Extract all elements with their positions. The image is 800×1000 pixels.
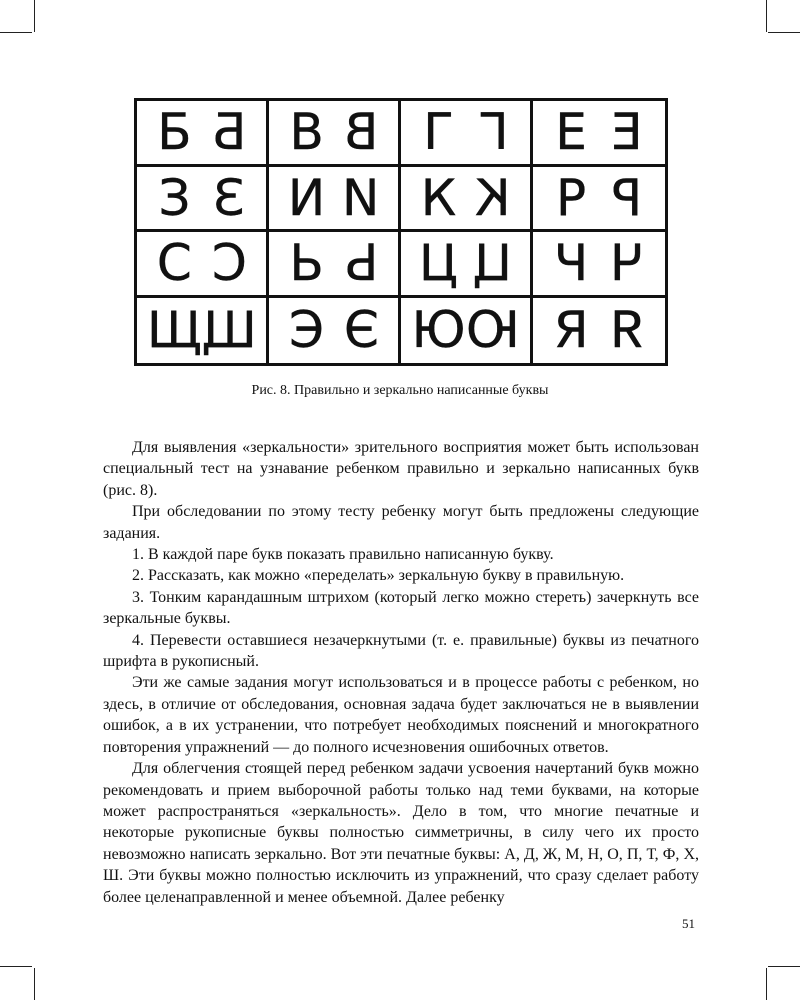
correct-letter: Щ [147, 301, 202, 360]
mirrored-letter: И [342, 168, 380, 227]
letter-pair-cell [269, 298, 401, 364]
letter-pair-cell [401, 101, 533, 167]
paragraph: Эти же самые задания могут использоваться и в процессе работы с ребенком, но здесь, в отличие от обследования, основная задача будет заключаться не в выявлении ошибок, а в их устранении, что потребует необходимых пояснений и многократного повторения упражнений — до полного исчезновения ошибочных ответов. [103, 674, 699, 756]
mirrored-letter: Е [611, 103, 643, 162]
mirrored-letter: Ь [343, 234, 379, 293]
mirrored-letter: С [211, 234, 247, 293]
correct-letter: Ц [419, 234, 458, 293]
mirrored-letter: Э [343, 301, 379, 360]
letter-pair-cell [269, 167, 401, 233]
correct-letter: Е [555, 103, 587, 162]
paragraph: 3. Тонким карандашным штрихом (который легко можно стереть) зачеркнуть все зеркальные буквы. [103, 588, 699, 628]
letter-pair-cell [401, 232, 533, 298]
letter-pair-cell [137, 167, 269, 233]
letter-pair-cell [401, 298, 533, 364]
paragraph: 1. В каждой паре букв показать правильно написанную букву. [132, 546, 554, 564]
correct-letter: В [289, 103, 324, 162]
letter-pair-cell [269, 101, 401, 167]
correct-letter: И [287, 168, 326, 227]
correct-letter: Э [289, 301, 325, 360]
paragraph: 2. Рассказать, как можно «переделать» зеркальную букву в правильную. [132, 567, 625, 585]
crop-mark-top-left [34, 0, 35, 32]
crop-mark-right-bottom [768, 966, 800, 967]
crop-mark-right-top [768, 32, 800, 33]
paragraph: Для облегчения стоящей перед ребенком задачи усвоения начертаний букв можно рекомендовать и прием выборочной работы только над теми буквами, на которые может распространяться «зеркальность». Дело в том, что многие печатные и некоторые рукописные буквы полностью симметричны, в силу чего их просто невозможно написать зеркально. Вот эти печатные буквы: А, Д, Ж, М, Н, О, П, Т, Ф, Х, Ш. Эти буквы можно полностью исключить из упражнений, что сразу сделает работу более целенаправленной и менее объемной. Далее ребенку [103, 760, 699, 906]
letter-pair-cell [533, 101, 665, 167]
correct-letter: З [158, 168, 191, 227]
correct-letter: Г [423, 103, 454, 162]
mirrored-letter: З [213, 168, 246, 227]
letter-pair-cell [401, 167, 533, 233]
mirrored-letter: Щ [201, 301, 257, 360]
mirrored-letter: Г [477, 103, 509, 162]
letter-pair-cell [137, 298, 269, 364]
correct-letter: Ч [553, 234, 589, 293]
letter-pair-cell [137, 232, 269, 298]
letter-pair-cell [269, 232, 401, 298]
letter-pair-cell [533, 167, 665, 233]
crop-mark-top-right [766, 0, 767, 32]
correct-letter: Ю [411, 301, 466, 360]
letter-pair-cell [533, 298, 665, 364]
crop-mark-bottom-right [766, 968, 767, 1000]
correct-letter: Б [157, 103, 192, 162]
correct-letter: Я [553, 301, 589, 360]
crop-mark-bottom-left [34, 968, 35, 1000]
mirrored-letter: Р [611, 168, 643, 227]
crop-mark-left-top [0, 32, 32, 33]
mirrored-letter: Ц [473, 234, 513, 293]
correct-letter: Р [556, 168, 587, 227]
mirrored-letter: Я [609, 301, 645, 360]
paragraph: 4. Перевести оставшиеся незачеркнутыми (т. е. правильные) буквы из печатного шрифта в рукописный. [103, 631, 699, 671]
mirrored-letter: В [343, 103, 379, 162]
letter-pair-cell [137, 101, 269, 167]
letter-pair-cell [533, 232, 665, 298]
mirrored-letter: Ч [609, 234, 645, 293]
mirrored-letter: Б [211, 103, 247, 162]
paragraph: Для выявления «зеркальности» зрительного восприятия может быть использован специальный тест на узнавание ребенком правильно и зеркально написанных букв (рис. 8). [103, 439, 699, 499]
correct-letter: К [420, 168, 457, 227]
crop-mark-left-bottom [0, 966, 32, 967]
mirrored-letter: К [475, 168, 511, 227]
correct-letter: Ь [289, 234, 324, 293]
figure-caption: Рис. 8. Правильно и зеркально написанные буквы [251, 383, 549, 398]
correct-letter: С [156, 234, 192, 293]
letter-grid-figure [134, 98, 668, 366]
body-text [103, 437, 699, 908]
page-number: 51 [682, 916, 695, 931]
mirrored-letter: Ю [465, 301, 520, 360]
paragraph: При обследовании по этому тесту ребенку могут быть предложены следующие задания. [103, 503, 699, 542]
